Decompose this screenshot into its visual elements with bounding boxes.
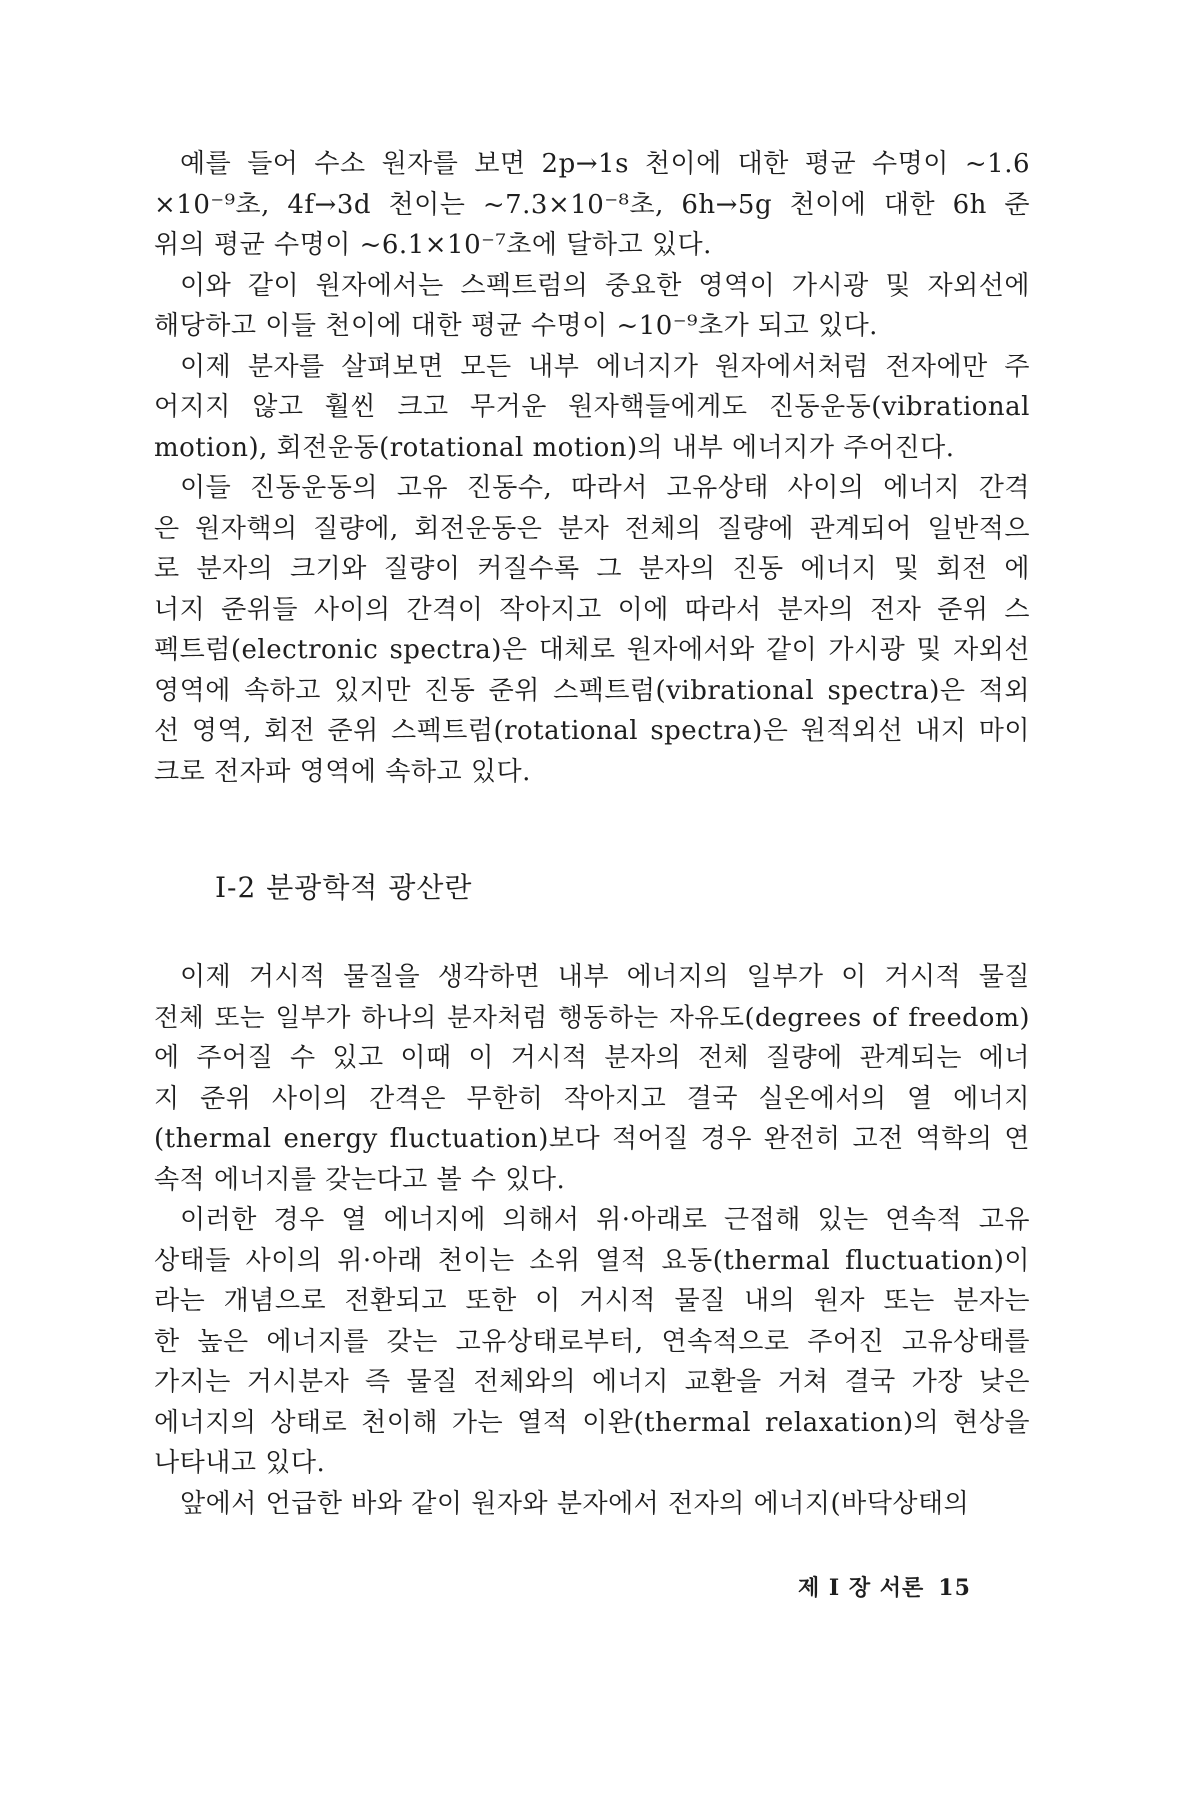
- paragraph: [154, 468, 1030, 792]
- text-line: 나타내고 있다.: [154, 1448, 326, 1478]
- text-line: 에너지의 상태로 천이해 가는 열적 이완(thermal relaxation)의 현상을: [154, 1407, 1030, 1438]
- page-number: 15: [938, 1575, 971, 1601]
- text-line: 로 분자의 크기와 질량이 커질수록 그 분자의 진동 에너지 및 회전 에: [154, 554, 1030, 584]
- text-line: 해당하고 이들 천이에 대한 평균 수명이 ~10⁻⁹초가 되고 있다.: [154, 311, 878, 341]
- paragraph: [154, 1200, 1030, 1484]
- text-line: 예를 들어 수소 원자를 보면 2p→1s 천이에 대한 평균 수명이 ~1.6: [180, 149, 1030, 179]
- text-line: 이와 같이 원자에서는 스펙트럼의 중요한 영역이 가시광 및 자외선에: [180, 270, 1030, 301]
- text-line: 너지 준위들 사이의 간격이 작아지고 이에 따라서 분자의 전자 준위 스: [154, 594, 1030, 625]
- paragraph: [154, 144, 1030, 266]
- text-line: motion), 회전운동(rotational motion)의 내부 에너지가 주어진다.: [154, 432, 955, 463]
- text-line: (thermal energy fluctuation)보다 적어질 경우 완전히 고전 역학의 연: [154, 1124, 1030, 1154]
- text-line: 가지는 거시분자 즉 물질 전체와의 에너지 교환을 거쳐 결국 가장 낮은: [154, 1367, 1030, 1397]
- text-line: 이러한 경우 열 에너지에 의해서 위·아래로 근접해 있는 연속적 고유: [180, 1205, 1030, 1235]
- text-line: 은 원자핵의 질량에, 회전운동은 분자 전체의 질량에 관계되어 일반적으: [154, 513, 1030, 544]
- chapter-label: 제 I 장 서론: [798, 1575, 925, 1601]
- section-heading: I-2 분광학적 광산란: [215, 871, 473, 904]
- text-line: 이제 거시적 물질을 생각하면 내부 에너지의 일부가 이 거시적 물질: [180, 962, 1030, 992]
- paragraph: [154, 266, 1030, 347]
- text-line: 속적 에너지를 갖는다고 볼 수 있다.: [154, 1164, 566, 1195]
- paragraph: [154, 957, 1030, 1200]
- text-line: 선 영역, 회전 준위 스펙트럼(rotational spectra)은 원적외선 내지 마이: [154, 716, 1030, 746]
- text-line: 크로 전자파 영역에 속하고 있다.: [154, 756, 531, 787]
- text-line: ×10⁻⁹초, 4f→3d 천이는 ~7.3×10⁻⁸초, 6h→5g 천이에 대한 6h 준: [154, 189, 1030, 220]
- text-line: 지 준위 사이의 간격은 무한히 작아지고 결국 실온에서의 열 에너지: [154, 1083, 1030, 1114]
- text-line: 상태들 사이의 위·아래 천이는 소위 열적 요동(thermal fluctuation)이: [154, 1245, 1030, 1276]
- paragraph: [154, 347, 1030, 469]
- text-line: 어지지 않고 훨씬 크고 무거운 원자핵들에게도 진동운동(vibrational: [154, 392, 1030, 422]
- paragraph: [154, 1484, 1030, 1525]
- page-footer: [798, 1571, 971, 1602]
- text-line: 영역에 속하고 있지만 진동 준위 스펙트럼(vibrational spectra)은 적외: [154, 675, 1030, 706]
- text-line: 에 주어질 수 있고 이때 이 거시적 분자의 전체 질량에 관계되는 에너: [154, 1043, 1030, 1073]
- text-line: 한 높은 에너지를 갖는 고유상태로부터, 연속적으로 주어진 고유상태를: [154, 1326, 1030, 1357]
- text-line: 라는 개념으로 전환되고 또한 이 거시적 물질 내의 원자 또는 분자는: [154, 1286, 1030, 1316]
- text-line: 전체 또는 일부가 하나의 분자처럼 행동하는 자유도(degrees of freedom): [154, 1002, 1030, 1033]
- text-line: 앞에서 언급한 바와 같이 원자와 분자에서 전자의 에너지(바닥상태의: [180, 1488, 970, 1519]
- body-text-lower: [154, 957, 1030, 1524]
- body-text-upper: [154, 144, 1030, 792]
- text-line: 위의 평균 수명이 ~6.1×10⁻⁷초에 달하고 있다.: [154, 230, 712, 260]
- text-line: 펙트럼(electronic spectra)은 대체로 원자에서와 같이 가시광 및 자외선: [154, 635, 1030, 665]
- text-line: 이들 진동운동의 고유 진동수, 따라서 고유상태 사이의 에너지 간격: [180, 473, 1030, 503]
- text-line: 이제 분자를 살펴보면 모든 내부 에너지가 원자에서처럼 전자에만 주: [180, 351, 1030, 382]
